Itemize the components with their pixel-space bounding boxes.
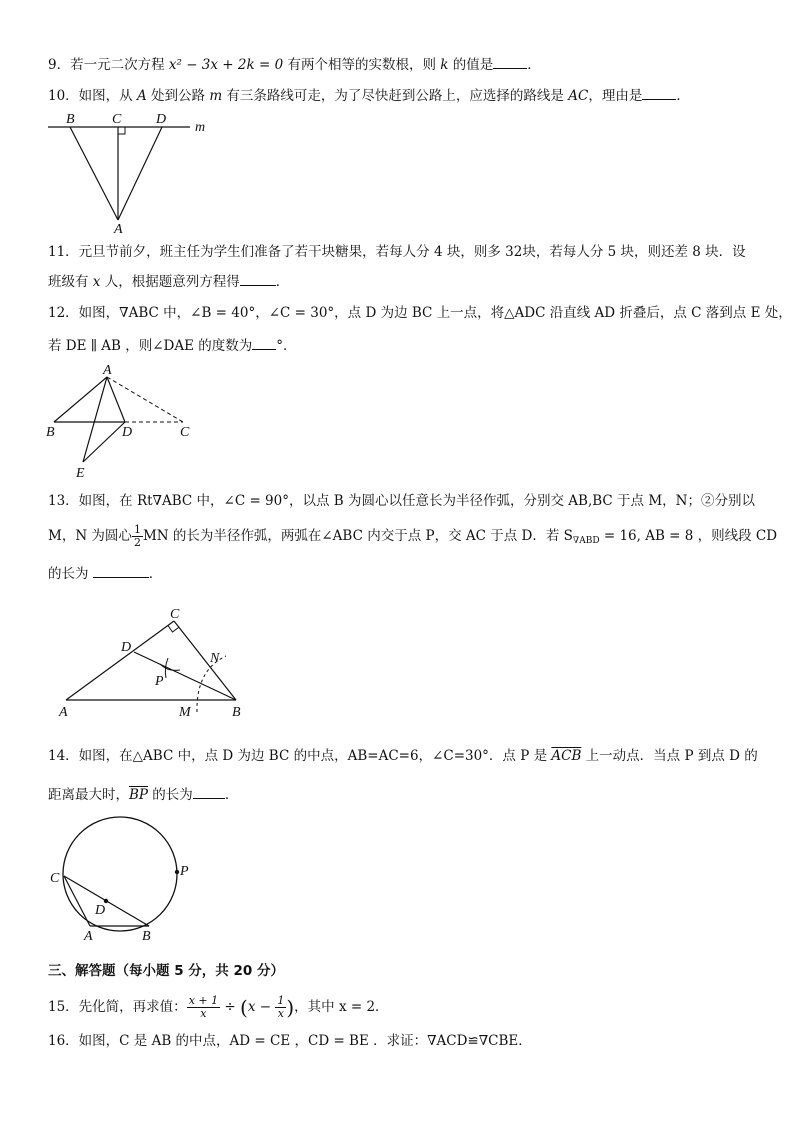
q11-var-x: x	[92, 274, 101, 290]
circle	[63, 817, 177, 931]
q9-equation: x² − 3x + 2k = 0	[168, 57, 284, 73]
section-3-title: 三、解答题（每小题 5 分，共 20 分）	[48, 963, 284, 979]
label-p: P	[155, 674, 164, 689]
label-d: D	[156, 112, 167, 127]
q10-road-m: m	[209, 88, 223, 104]
q12-end: °．	[276, 338, 297, 354]
label-d: D	[122, 425, 133, 440]
q9-end: ．	[527, 57, 541, 73]
q11-line2-b: 人，根据题意列方程得	[100, 274, 240, 290]
label-a: A	[114, 222, 123, 237]
q13-area-sub: ∇ABD	[572, 536, 600, 546]
q9-prefix: 9．若一元二次方程	[48, 57, 169, 73]
label-b: B	[66, 112, 75, 127]
label-c: C	[170, 607, 180, 622]
label-p: P	[180, 864, 189, 879]
q10-text-d: ，理由是	[588, 88, 643, 104]
label-m: M	[179, 705, 191, 720]
q10-text-c: 有三条路线可走，为了尽快赶到公路上，应选择的路线是	[222, 88, 569, 104]
half-den: 2	[133, 536, 141, 549]
point-p	[175, 870, 179, 874]
q14-line1-a: 14．如图，在△ABC 中，点 D 为边 BC 的中点，AB=AC=6，∠C=30°．点 P 是	[48, 748, 552, 764]
label-c: C	[112, 112, 122, 127]
q10-end: ．	[676, 88, 690, 104]
label-d: D	[121, 640, 132, 655]
label-b: B	[142, 929, 151, 944]
arc-bp: $\overline{BP}$	[129, 787, 149, 803]
f1-num: x + 1	[188, 994, 219, 1007]
q10-text-b: 处到公路	[146, 88, 210, 104]
q14-line2-b: 的长为	[148, 787, 193, 803]
q9-middle: 有两个相等的实数根，则	[283, 57, 441, 73]
q11-end: ．	[275, 274, 290, 290]
q14-end: ．	[224, 787, 239, 803]
f2-num: 1	[277, 994, 285, 1007]
q13-line2-b: MN 的长为半径作弧，两弧在∠ABC 内交于点 P，交 AC 于点 D．若 S	[142, 528, 573, 544]
q14-line1-b: 上一动点．当点 P 到点 D 的	[581, 748, 758, 764]
paren-open: (	[240, 995, 248, 1020]
paren-close: )	[286, 995, 295, 1020]
fraction-1	[187, 995, 220, 1020]
f1-den: x	[200, 1007, 207, 1020]
q15-prefix: 15．先化简，再求值：	[48, 999, 187, 1015]
label-n: N	[210, 651, 220, 666]
q9-var-k: k	[440, 57, 449, 73]
x-minus: x −	[247, 999, 272, 1015]
label-b: B	[46, 425, 55, 440]
q10-point-a: A	[136, 88, 147, 104]
q14-line2-a: 距离最大时，	[48, 787, 129, 803]
q13-line3-a: 的长为	[48, 566, 93, 582]
label-c: C	[180, 425, 190, 440]
q11-line1: 11．元旦节前夕，班主任为学生们准备了若干块糖果，若每人分 4 块，则多 32块，若每人分 5 块，则还差 8 块．设	[48, 244, 746, 260]
q13-end: ．	[148, 566, 163, 582]
q13-line1: 13．如图，在 Rt∇ABC 中，∠C = 90°，以点 B 为圆心以任意长为半径作弧，分别交 AB,BC 于点 M，N；②分别以	[48, 493, 755, 509]
q12-line1: 12．如图，∇ABC 中，∠B = 40°，∠C = 30°，点 D 为边 BC 上一点，将△ADC 沿直线 AD 折叠后，点 C 落到点 E 处，	[48, 305, 792, 321]
arc-acb: $\overline{ACB}$	[551, 748, 582, 764]
label-a: A	[84, 929, 93, 944]
q11-line2-a: 班级有	[48, 274, 93, 290]
q9-suffix: 的值是	[448, 57, 494, 73]
divide-sign: ÷	[224, 999, 236, 1015]
label-a: A	[59, 705, 68, 720]
label-m: m	[195, 120, 206, 135]
q12-line2-a: 若 DE ∥ AB ，则∠DAE 的度数为	[48, 338, 253, 354]
q13-line2-c: = 16, AB = 8 ，则线段 CD	[599, 528, 778, 544]
q15-suffix: ，其中 x = 2．	[294, 999, 389, 1015]
half-num: 1	[133, 523, 141, 536]
q16-line: 16．如图，C 是 AB 的中点，AD = CE ，CD = BE ．求证：∇ACD≌∇CBE．	[48, 1033, 532, 1049]
q10-seg-ac: AC	[568, 88, 589, 104]
label-a: A	[103, 363, 112, 378]
label-d: D	[95, 903, 106, 918]
q13-line2-a: M，N 为圆心	[48, 528, 132, 544]
q10-text-a: 10．如图，从	[48, 88, 137, 104]
fraction-2	[275, 995, 286, 1020]
label-c: C	[50, 871, 60, 886]
label-e: E	[76, 466, 85, 481]
label-b: B	[232, 705, 241, 720]
q15-line	[48, 992, 389, 1023]
f2-den: x	[277, 1007, 284, 1020]
